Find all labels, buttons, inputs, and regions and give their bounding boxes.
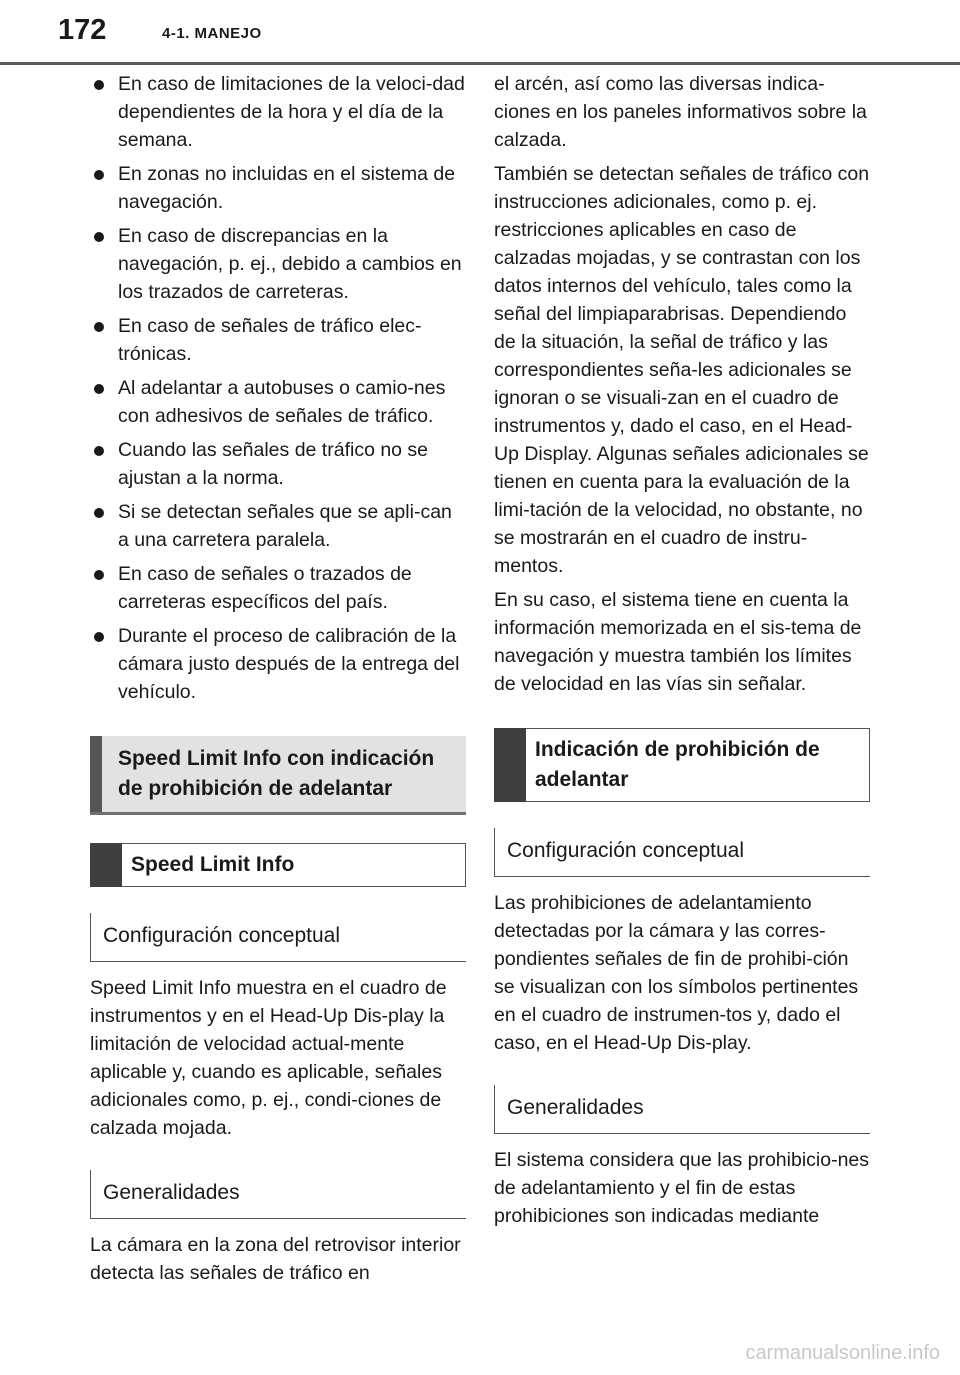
list-item: En zonas no incluidas en el sistema de navegación. <box>90 160 466 216</box>
paragraph: el arcén, así como las diversas indica-ciones en los paneles informativos sobre la calzada. <box>494 73 867 151</box>
header-rule <box>0 62 960 65</box>
bullet-icon <box>94 80 104 90</box>
list-item: En caso de limitaciones de la veloci-dad dependientes de la hora y el día de la semana. <box>90 70 466 154</box>
right-column <box>494 70 870 1236</box>
paragraph: También se detectan señales de tráfico con instrucciones adicionales, como p. ej. restricciones aplicables en caso de calzadas mojadas, y se contrastan con los datos internos del vehículo, tales como la señal del limpiaparabrisas. Dependiendo de la situación, la señal de tráfico y las correspondientes seña-les adicionales se ignoran o se visuali-zan en el cuadro de instrumentos y, dado el caso, en el Head-Up Display. Algunas señales adicionales se tienen en cuenta para la evaluación de la limi-tación de la velocidad, no obstante, no se mostrarán en el cuadro de instru-mentos. <box>494 163 870 577</box>
subheading: Generalidades <box>494 1085 870 1134</box>
list-item: En caso de señales o trazados de carreteras específicos del país. <box>90 560 466 616</box>
paragraph: En su caso, el sistema tiene en cuenta la información memorizada en el sis-tema de navegación y muestra también los límites de velocidad en las vías sin señalar. <box>494 589 862 695</box>
bullet-icon <box>94 384 104 394</box>
bullet-list <box>90 70 466 706</box>
bullet-icon <box>94 322 104 332</box>
list-item: Al adelantar a autobuses o camio-nes con adhesivos de señales de tráfico. <box>90 374 466 430</box>
left-column <box>90 70 466 1293</box>
bullet-icon <box>94 632 104 642</box>
bullet-icon <box>94 570 104 580</box>
paragraph: Speed Limit Info muestra en el cuadro de instrumentos y en el Head-Up Dis-play la limitación de velocidad actual-mente aplicable y, cuando es aplicable, señales adicionales como, p. ej., condi-ciones de calzada mojada. <box>90 977 447 1139</box>
subheading: Generalidades <box>90 1170 466 1219</box>
watermark: carmanualsonline.info <box>745 1342 940 1364</box>
box-heading: Indicación de prohibición de adelantar <box>494 728 870 802</box>
bullet-icon <box>94 446 104 456</box>
section-heading: Speed Limit Info con indicación de prohibición de adelantar <box>90 736 466 815</box>
chapter-title: 4-1. MANEJO <box>162 25 262 42</box>
heading-bar <box>90 736 102 812</box>
paragraph: El sistema considera que las prohibicio-nes de adelantamiento y el fin de estas prohibiciones son indicadas mediante <box>494 1149 870 1227</box>
subheading: Configuración conceptual <box>494 828 870 877</box>
box-heading: Speed Limit Info <box>90 843 466 887</box>
list-item: Si se detectan señales que se apli-can a una carretera paralela. <box>90 498 466 554</box>
paragraph: La cámara en la zona del retrovisor interior detecta las señales de tráfico en <box>90 1234 461 1284</box>
page-header <box>0 0 960 66</box>
bullet-icon <box>94 170 104 180</box>
heading-bar <box>494 728 526 802</box>
bullet-icon <box>94 232 104 242</box>
paragraph: Las prohibiciones de adelantamiento detectadas por la cámara y las corres-pondientes señales de fin de prohibi-ción se visualizan con los símbolos pertinentes en el cuadro de instrumen-tos y, dado el caso, en el Head-Up Dis-play. <box>494 892 859 1054</box>
list-item: En caso de discrepancias en la navegación, p. ej., debido a cambios en los trazados de carreteras. <box>90 222 466 306</box>
list-item: En caso de señales de tráfico elec-trónicas. <box>90 312 466 368</box>
bullet-icon <box>94 508 104 518</box>
list-item: Cuando las señales de tráfico no se ajustan a la norma. <box>90 436 466 492</box>
page-number: 172 <box>58 14 107 46</box>
list-item: Durante el proceso de calibración de la cámara justo después de la entrega del vehículo. <box>90 622 466 706</box>
subheading: Configuración conceptual <box>90 913 466 962</box>
heading-bar <box>90 843 122 887</box>
